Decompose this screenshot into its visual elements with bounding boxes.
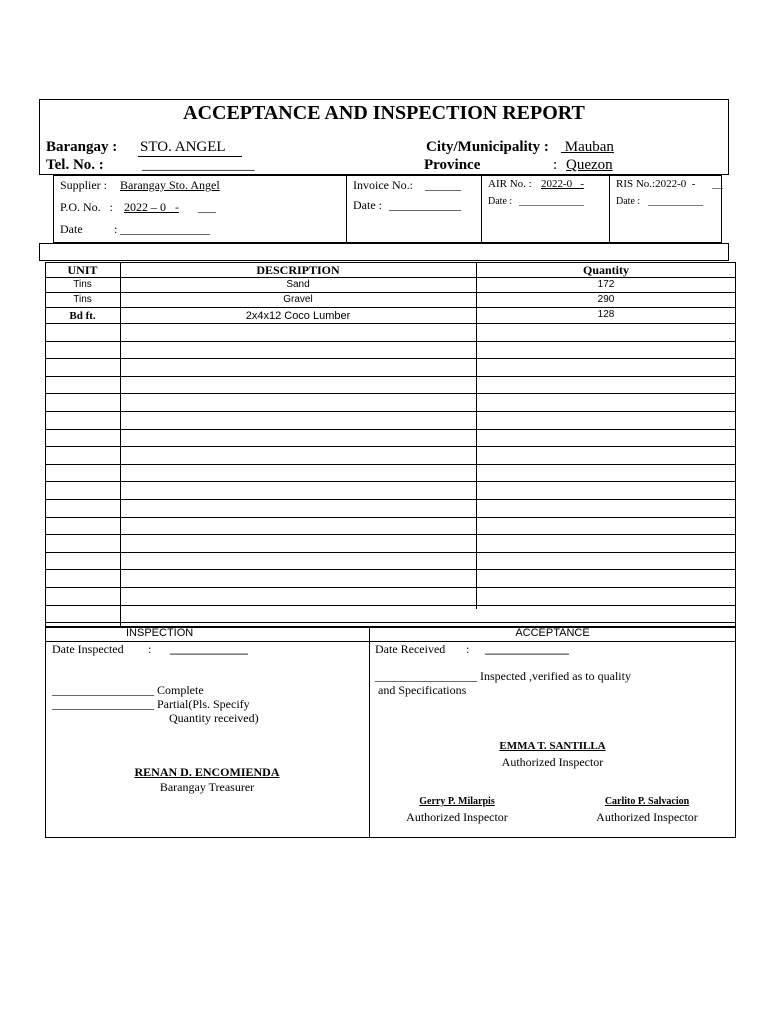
inspection-signatory-title: Barangay Treasurer: [159, 780, 255, 794]
city-label: City/Municipality :: [426, 139, 549, 155]
description-header: DESCRIPTION: [256, 263, 340, 277]
inspection-signatory-name: RENAN D. ENCOMIENDA: [134, 765, 280, 779]
table-row-line: [45, 358, 736, 359]
row-2-quantity: 290: [597, 294, 615, 305]
info-divider-1: [346, 175, 347, 243]
air-label: AIR No. :: [488, 178, 532, 190]
complete-line: _________________ Complete: [52, 683, 204, 697]
po-date-colon: :: [114, 222, 118, 236]
tel-label: Tel. No. :: [46, 157, 104, 173]
table-row-line: [45, 411, 736, 412]
table-row-line: [45, 534, 736, 535]
table-row-line: [45, 605, 736, 606]
air-date-value: _____________: [519, 196, 584, 207]
table-row-line: [45, 429, 736, 430]
inspector-1-title: Authorized Inspector: [501, 755, 604, 769]
table-row-line: [45, 341, 736, 342]
ris-date-label: Date :: [616, 196, 641, 207]
table-row-line: [45, 481, 736, 482]
po-date-label: Date: [60, 222, 83, 236]
date-inspected-blank: _____________: [170, 642, 248, 656]
table-row-line: [45, 552, 736, 553]
inspection-header: INSPECTION: [126, 627, 194, 639]
blank-band: [39, 243, 729, 261]
row-1-quantity: 172: [597, 279, 615, 290]
table-row-line: [45, 277, 736, 278]
date-received-label: Date Received: [375, 642, 446, 656]
air-value: 2022-0 -: [541, 178, 585, 190]
row-3-unit: Bd ft.: [69, 310, 96, 322]
supplier-label: Supplier :: [60, 178, 107, 192]
row-3-description: 2x4x12 Coco Lumber: [245, 310, 351, 322]
table-row-line: [45, 393, 736, 394]
table-row-line: [45, 464, 736, 465]
ris-blank: __: [712, 178, 723, 190]
row-1-unit: Tins: [73, 279, 92, 290]
po-value: 2022 – 0 -: [124, 200, 179, 214]
date-inspected-label: Date Inspected: [52, 642, 124, 656]
info-divider-3: [609, 175, 610, 243]
tel-value: _______________: [142, 157, 255, 173]
date-inspected-colon: :: [148, 642, 152, 656]
invoice-value: ______: [425, 178, 461, 192]
table-row-line: [45, 569, 736, 570]
barangay-label: Barangay :: [46, 139, 118, 155]
table-row-line: [45, 622, 736, 623]
inspector-1-name: EMMA T. SANTILLA: [499, 740, 606, 752]
row-1-description: Sand: [286, 279, 310, 290]
supplier-value: Barangay Sto. Angel: [120, 178, 220, 192]
unit-header: UNIT: [67, 263, 98, 277]
quantity-header: Quantity: [582, 263, 629, 277]
verified-line-2: and Specifications: [378, 683, 467, 697]
row-2-description: Gravel: [283, 294, 313, 305]
table-row-line: [45, 323, 736, 324]
province-value: Quezon: [566, 157, 613, 173]
po-date-value: _______________: [120, 222, 210, 236]
info-divider-2: [481, 175, 482, 243]
partial-line: _________________ Partial(Pls. Specify: [52, 697, 250, 711]
invoice-label: Invoice No.:: [353, 178, 413, 192]
table-row-line: [45, 517, 736, 518]
report-title: ACCEPTANCE AND INSPECTION REPORT: [183, 102, 585, 124]
table-row-line: [45, 587, 736, 588]
inspector-3-title: Authorized Inspector: [596, 810, 698, 824]
ris-date-value: ___________: [648, 196, 703, 207]
inspector-3-name: Carlito P. Salvacion: [604, 796, 690, 807]
city-value: Mauban: [561, 139, 614, 155]
verified-line: _________________ Inspected ,verified as to quality: [375, 669, 631, 683]
table-row-line: [45, 499, 736, 500]
table-row-line: [45, 446, 736, 447]
province-colon: :: [553, 157, 558, 173]
po-blank: ___: [198, 200, 216, 214]
po-label: P.O. No. :: [60, 200, 114, 214]
acceptance-header: ACCEPTANCE: [515, 627, 590, 639]
invoice-date-label: Date :: [353, 198, 382, 212]
table-row-line: [45, 376, 736, 377]
inspector-2-title: Authorized Inspector: [406, 810, 508, 824]
partial-line-2: Quantity received): [169, 711, 259, 725]
ris-label: RIS No.:2022-0 -: [616, 178, 696, 190]
row-2-unit: Tins: [73, 294, 92, 305]
province-label: Province: [424, 157, 481, 173]
inspector-2-name: Gerry P. Milarpis: [419, 796, 495, 807]
air-date-label: Date :: [488, 196, 513, 207]
barangay-value: STO. ANGEL: [140, 139, 226, 155]
date-received-blank: ______________: [485, 642, 569, 656]
signature-divider: [369, 627, 370, 838]
table-row-line: [45, 292, 736, 293]
invoice-date-value: ____________: [389, 198, 461, 212]
table-row-line: [45, 307, 736, 308]
row-3-quantity: 128: [597, 309, 615, 320]
date-received-colon: :: [466, 642, 470, 656]
